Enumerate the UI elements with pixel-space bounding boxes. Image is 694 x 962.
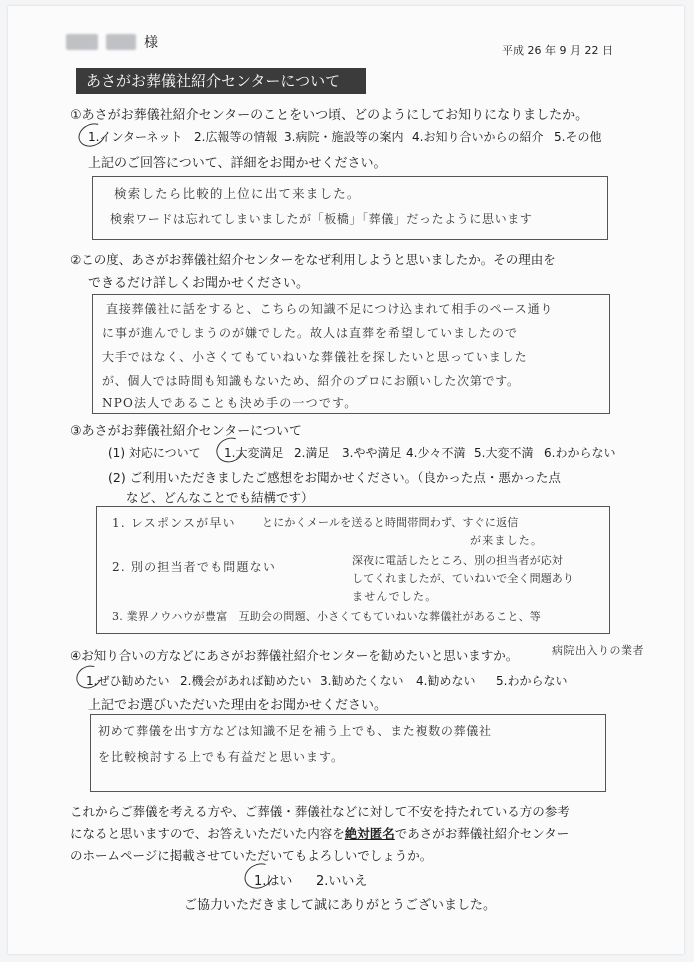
q4-handwritten-note: 病院出入りの業者 [552, 644, 644, 657]
q2-answer-line-4: が、個人では時間も知識もないため、紹介のプロにお願いした次第です。 [102, 374, 520, 388]
q2-answer-line-1: 直接葬儀社に話をすると、こちらの知識不足につけ込まれて相手のペース通り [106, 302, 554, 316]
anonymity-emphasis: 絶対匿名 [344, 826, 395, 841]
closing-line-2-post: であさがお葬儀社紹介センター [394, 826, 570, 841]
closing-line-3: のホームページに掲載させていただいてもよろしいでしょうか。 [70, 848, 433, 863]
q3-option-4: 4.少々不満 [406, 446, 466, 460]
q3-sub2-line-2: など、どんなことでも結構です） [126, 490, 314, 505]
q4-option-2: 2.機会があれば勧めたい [180, 674, 312, 688]
q2-answer-line-5: NPO法人であることも決め手の一つです。 [102, 396, 358, 410]
q4-option-1: 1.ぜひ勧めたい [86, 674, 170, 688]
section-title: あさがお葬儀社紹介センターについて [76, 68, 366, 94]
q4-option-4: 4.勧めない [416, 674, 476, 688]
q2-answer-line-3: 大手ではなく、小さくてもていねいな葬儀社を探したいと思っていました [102, 350, 528, 364]
closing-line-2-pre: になると思いますので、お答えいただいた内容を [70, 826, 345, 841]
q1-option-5: 5.その他 [554, 130, 602, 144]
q3-option-2: 2.満足 [294, 446, 330, 460]
q1-answer-line-1: 検索したら比較的上位に出て来ました。 [114, 186, 361, 201]
q3-sub2-line-1: (2) ご利用いただきましたご感想をお聞かせください。（良かった点・悪かった点 [108, 470, 561, 485]
q3-answer-2-detail-2: してくれましたが、ていねいで全く問題あり [352, 572, 574, 585]
q4-detail-prompt: 上記でお選びいただいた理由をお聞かせください。 [88, 698, 388, 713]
q3-sub1-label: (1) 対応について [108, 446, 201, 460]
consent-no: 2.いいえ [316, 874, 368, 889]
q3-answer-1-title: 1. レスポンスが早い [112, 516, 236, 530]
date: 平成 26 年 9 月 22 日 [502, 44, 613, 57]
q4-question: ④お知り合いの方などにあさがお葬儀社紹介センターを勧めたいと思いますか。 [70, 648, 519, 663]
q1-option-1: 1.インターネット [88, 130, 183, 144]
q3-question: ③あさがお葬儀社紹介センターについて [70, 424, 302, 439]
q3-answer-2-detail-1: 深夜に電話したところ、別の担当者が応対 [352, 554, 563, 567]
q1-option-4: 4.お知り合いからの紹介 [412, 130, 544, 144]
q1-answer-line-2: 検索ワードは忘れてしまいましたが「板橋」「葬儀」だったように思います [110, 212, 533, 226]
q3-option-1: 1.大変満足 [224, 446, 284, 460]
q2-answer-line-2: に事が進んでしまうのが嫌でした。故人は直葬を希望していましたので [102, 326, 519, 340]
q3-option-5: 5.大変不満 [474, 446, 534, 460]
q1-question: ①あさがお葬儀社紹介センターのことをいつ頃、どのようにしてお知りになりましたか。 [70, 108, 589, 123]
q3-answer-1-detail-2: が来ました。 [470, 534, 544, 547]
q3-answer-2-title: 2. 別の担当者でも問題ない [112, 560, 277, 574]
closing-line-1: これからご葬儀を考える方や、ご葬儀・葬儀社などに対して不安を持たれている方の参考 [70, 804, 570, 819]
thanks-message: ご協力いただきまして誠にありがとうございました。 [184, 898, 497, 913]
q4-answer-line-2: を比較検討する上でも有益だと思います。 [98, 750, 345, 764]
q1-detail-prompt: 上記のご回答について、詳細をお聞かせください。 [88, 156, 387, 171]
q3-answer-1-detail-1: とにかくメールを送ると時間帯問わず、すぐに返信 [262, 516, 519, 529]
q1-option-2: 2.広報等の情報 [194, 130, 278, 144]
q1-option-3: 3.病院・施設等の案内 [284, 130, 404, 144]
survey-sheet [8, 6, 684, 954]
closing-line-2 [70, 824, 569, 842]
q3-option-6: 6.わからない [544, 446, 616, 460]
q4-option-3: 3.勧めたくない [320, 674, 404, 688]
q4-option-5: 5.わからない [496, 674, 568, 688]
q2-question-line-2: できるだけ詳しくお聞かせください。 [88, 276, 310, 291]
consent-yes: 1.はい [254, 874, 293, 889]
q3-answer-3: 3. 業界ノウハウが豊富 互助会の問題、小さくてもていねいな葬儀社があること、等 [112, 610, 541, 623]
q3-option-3: 3.やや満足 [342, 446, 402, 460]
redacted-name-1 [66, 34, 98, 50]
redacted-name-2 [106, 34, 136, 50]
q3-answer-2-detail-3: ませんでした。 [352, 590, 438, 603]
name-suffix: 様 [144, 35, 158, 51]
q2-question-line-1: ②この度、あさがお葬儀社紹介センターをなぜ利用しようと思いましたか。その理由を [70, 252, 556, 267]
q4-answer-line-1: 初めて葬儀を出す方などは知識不足を補う上でも、また複数の葬儀社 [98, 724, 492, 738]
